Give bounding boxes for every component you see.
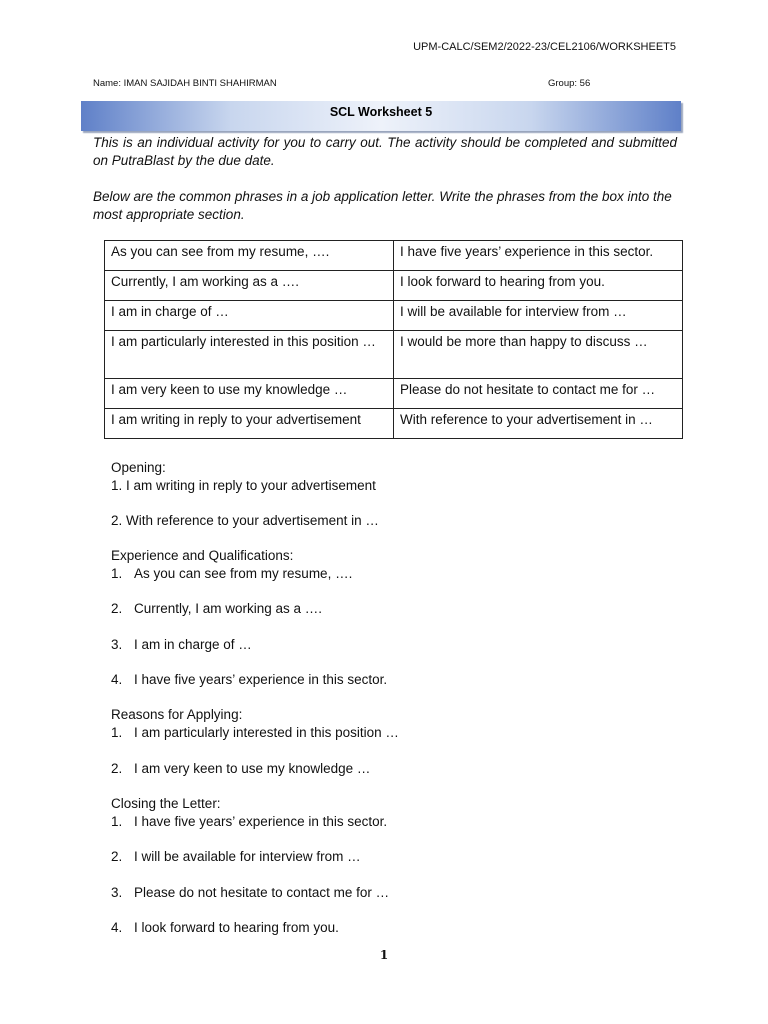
table-cell: I would be more than happy to discuss … bbox=[394, 331, 683, 379]
list-number: 1. bbox=[111, 814, 123, 829]
list-text: I have five years’ experience in this sector. bbox=[134, 672, 388, 687]
table-cell: I will be available for interview from … bbox=[394, 301, 683, 331]
section-title-opening: Opening: bbox=[111, 460, 166, 475]
section-title-experience: Experience and Qualifications: bbox=[111, 548, 294, 563]
list-number: 2. bbox=[111, 849, 123, 864]
table-cell: With reference to your advertisement in … bbox=[394, 409, 683, 439]
title-banner bbox=[81, 101, 681, 131]
table-cell: Currently, I am working as a …. bbox=[105, 271, 394, 301]
list-number: 4. bbox=[111, 672, 123, 687]
table-row bbox=[105, 241, 683, 271]
list-item bbox=[111, 848, 361, 866]
table-row bbox=[105, 301, 683, 331]
list-text: I am particularly interested in this position … bbox=[134, 725, 399, 740]
page-number: 1 bbox=[379, 948, 389, 962]
list-item bbox=[111, 724, 399, 742]
table-cell: I have five years’ experience in this sector. bbox=[394, 241, 683, 271]
list-number: 2. bbox=[111, 601, 123, 616]
worksheet-title: SCL Worksheet 5 bbox=[329, 105, 433, 119]
instruction-paragraph-1: This is an individual activity for you to carry out. The activity should be completed and submitted on PutraBlast by the due date. bbox=[93, 135, 677, 168]
list-item bbox=[111, 671, 387, 689]
list-text: Please do not hesitate to contact me for … bbox=[134, 885, 390, 900]
table-row bbox=[105, 331, 683, 379]
list-text: I will be available for interview from … bbox=[134, 849, 361, 864]
section-title-closing: Closing the Letter: bbox=[111, 796, 221, 811]
list-item: 1. I am writing in reply to your advertisement bbox=[111, 478, 376, 493]
table-cell: I am writing in reply to your advertisement bbox=[105, 409, 394, 439]
list-text: Currently, I am working as a …. bbox=[134, 601, 323, 616]
table-cell: I look forward to hearing from you. bbox=[394, 271, 683, 301]
list-number: 1. bbox=[111, 566, 123, 581]
table-cell: As you can see from my resume, …. bbox=[105, 241, 394, 271]
list-item bbox=[111, 600, 322, 618]
list-item bbox=[111, 636, 252, 654]
table-cell: I am particularly interested in this position … bbox=[105, 331, 394, 379]
instruction-paragraph-2: Below are the common phrases in a job application letter. Write the phrases from the box into the most appropriate section. bbox=[93, 189, 672, 222]
student-name: Name: IMAN SAJIDAH BINTI SHAHIRMAN bbox=[93, 78, 277, 89]
phrase-box-table bbox=[104, 240, 683, 439]
list-item bbox=[111, 813, 387, 831]
table-row bbox=[105, 409, 683, 439]
list-item bbox=[111, 919, 339, 937]
list-text: As you can see from my resume, …. bbox=[134, 566, 353, 581]
list-number: 3. bbox=[111, 885, 123, 900]
list-text: I have five years’ experience in this sector. bbox=[134, 814, 388, 829]
table-cell: I am in charge of … bbox=[105, 301, 394, 331]
list-number: 3. bbox=[111, 637, 123, 652]
list-text: I look forward to hearing from you. bbox=[134, 920, 339, 935]
table-cell: Please do not hesitate to contact me for … bbox=[394, 379, 683, 409]
table-row bbox=[105, 271, 683, 301]
table-row bbox=[105, 379, 683, 409]
list-text: I am very keen to use my knowledge … bbox=[134, 761, 371, 776]
list-item bbox=[111, 760, 370, 778]
list-number: 4. bbox=[111, 920, 123, 935]
list-text: I am in charge of … bbox=[134, 637, 252, 652]
list-item bbox=[111, 884, 389, 902]
section-title-reasons: Reasons for Applying: bbox=[111, 707, 243, 722]
document-code: UPM-CALC/SEM2/2022-23/CEL2106/WORKSHEET5 bbox=[413, 41, 676, 53]
list-number: 1. bbox=[111, 725, 123, 740]
table-cell: I am very keen to use my knowledge … bbox=[105, 379, 394, 409]
student-group: Group: 56 bbox=[548, 78, 591, 89]
list-item: 2. With reference to your advertisement in … bbox=[111, 513, 379, 528]
list-number: 2. bbox=[111, 761, 123, 776]
list-item bbox=[111, 565, 352, 583]
